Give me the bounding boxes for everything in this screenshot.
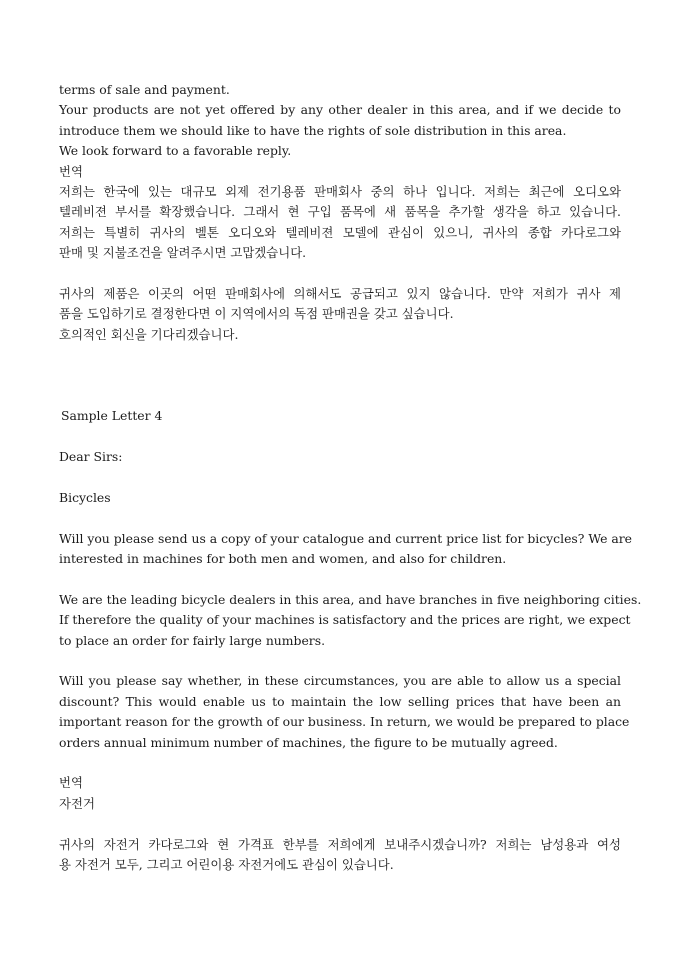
spacer xyxy=(59,427,621,447)
intro-line: terms of sale and payment. xyxy=(59,82,230,97)
translation-label: 번역 xyxy=(59,163,83,179)
translation-line: 품을 도입하기로 결정한다면 이 지역에서의 독점 판매권을 갖고 싶습니다. xyxy=(59,306,454,322)
letter-line: discount? This would enable us to maintain the low selling prices that have been an xyxy=(59,693,621,709)
letter-line: important reason for the growth of our business. In return, we would be prepared to place xyxy=(59,714,630,730)
letter-subject: Bicycles xyxy=(59,489,111,505)
spacer xyxy=(59,814,621,834)
letter-title: Sample Letter 4 xyxy=(61,408,163,424)
document-page xyxy=(59,80,642,876)
translation-line: 저희는 특별히 귀사의 벨톤 오디오와 텔레비젼 모델에 관심이 있으니, 귀사의 종합 카다로그와 xyxy=(59,224,621,240)
spacer xyxy=(59,753,621,773)
letter-line: orders annual minimum number of machines, the figure to be mutually agreed. xyxy=(59,734,558,750)
intro-line: We look forward to a favorable reply. xyxy=(59,143,292,159)
letter-line: to place an order for fairly large numbers. xyxy=(59,632,326,648)
spacer xyxy=(59,508,621,528)
translation-line: 호의적인 회신을 기다리겠습니다. xyxy=(59,326,239,342)
translation-subject: 자전거 xyxy=(59,795,95,811)
translation-line: 텔레비젼 부서를 확장했습니다. 그래서 현 구입 품목에 새 품목을 추가할 생각을 하고 있습니다. xyxy=(59,204,621,220)
letter-line: Will you please say whether, in these circumstances, you are able to allow us a special xyxy=(59,673,621,689)
translation-line: 저희는 한국에 있는 대규모 외제 전기용품 판매회사 중의 하나 입니다. 저희는 최근에 오디오와 xyxy=(59,184,621,200)
letter-line: If therefore the quality of your machines is satisfactory and the prices are right, we expect xyxy=(59,612,631,628)
translation-line: 판매 및 지불조건을 알려주시면 고맙겠습니다. xyxy=(59,245,307,261)
spacer xyxy=(59,264,621,284)
letter-line: We are the leading bicycle dealers in this area, and have branches in five neighboring cities. xyxy=(59,591,642,607)
spacer xyxy=(59,467,621,487)
letter-line: interested in machines for both men and women, and also for children. xyxy=(59,551,507,567)
spacer xyxy=(59,569,621,589)
spacer xyxy=(59,651,621,671)
letter-line: Will you please send us a copy of your catalogue and current price list for bicycles? We are xyxy=(59,530,632,546)
salutation: Dear Sirs: xyxy=(59,449,123,465)
intro-line: Your products are not yet offered by any other dealer in this area, and if we decide to xyxy=(59,102,621,118)
intro-line: introduce them we should like to have the rights of sole distribution in this area. xyxy=(59,122,567,138)
spacer xyxy=(59,345,621,406)
translation-line: 귀사의 자전거 카다로그와 현 가격표 한부를 저희에게 보내주시겠습니까? 저희는 남성용과 여성 xyxy=(59,836,621,852)
translation-line: 용 자전거 모두, 그리고 어린이용 자전거에도 관심이 있습니다. xyxy=(59,857,394,873)
translation-label: 번역 xyxy=(59,775,83,791)
translation-line: 귀사의 제품은 이곳의 어떤 판매회사에 의해서도 공급되고 있지 않습니다. 만약 저희가 귀사 제 xyxy=(59,286,621,302)
